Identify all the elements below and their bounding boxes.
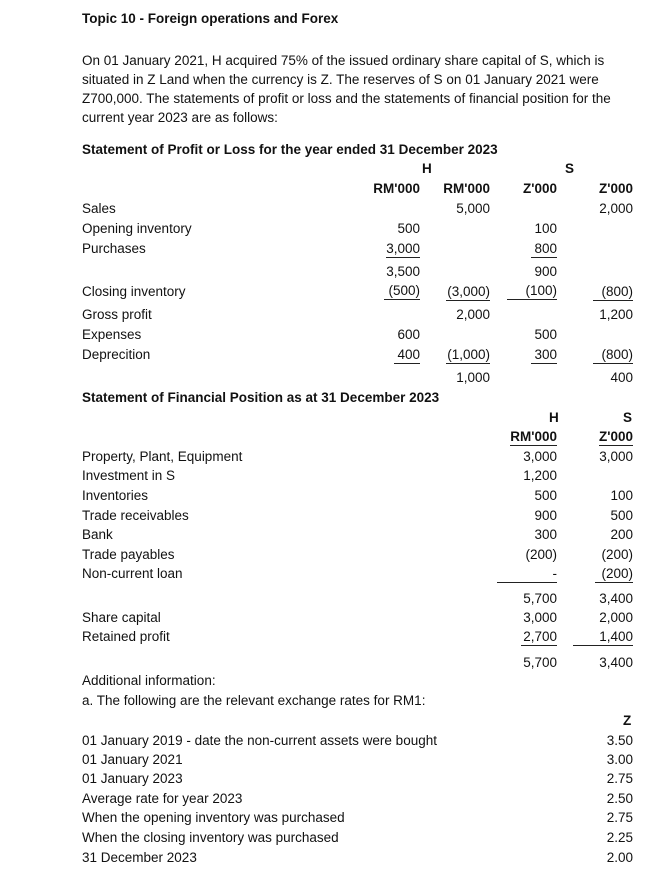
pl-purchases-c1: 3,000 [386, 241, 420, 256]
sfp-row-s: 500 [610, 508, 633, 523]
sfp-row-s: (200) [601, 547, 633, 562]
sfp-row-h: 900 [534, 508, 557, 523]
pl-expenses-c1: 600 [397, 327, 420, 342]
intro-paragraph: On 01 January 2021, H acquired 75% of the issued ordinary share capital of S, which is situated in Z Land when the currency is Z. The reserves of S on 01 January 2021 were Z700,000. The statements of profit or loss and the statements of financial position for the current year 2023 are as follows: [82, 53, 611, 125]
sfp-total-s: 3,400 [599, 591, 633, 606]
sfp-col-s: S [623, 410, 633, 425]
pl-depreciation-c4: (800) [593, 347, 633, 364]
sfp-row-s: 3,000 [599, 449, 633, 464]
rate-label: 01 January 2019 - date the non-current assets were bought [82, 733, 437, 748]
rate-value: 2.25 [606, 830, 633, 845]
pl-sales-c4: 2,000 [599, 201, 633, 216]
pl-opening-c3: 100 [534, 221, 557, 236]
pl-sales-label: Sales [82, 201, 116, 216]
sfp-row-label: Property, Plant, Equipment [82, 449, 243, 464]
pl-depreciation-c3: 300 [531, 347, 557, 364]
pl-closing-c1: (500) [384, 283, 420, 300]
sfp-row-label: Trade receivables [82, 508, 189, 523]
sfp-total2-h: 5,700 [523, 655, 557, 670]
pl-sub-c1: 3,500 [386, 264, 420, 279]
sfp-row-label: Trade payables [82, 547, 175, 562]
sfp-row-h: (200) [525, 547, 557, 562]
sfp-row-label: Non-current loan [82, 566, 183, 581]
pl-depreciation-label: Deprecition [82, 347, 151, 362]
pl-unit-1: RM'000 [373, 181, 420, 196]
pl-unit-3: Z'000 [523, 181, 557, 196]
pl-expenses-c3: 500 [534, 327, 557, 342]
rates-col-z: Z [623, 713, 632, 728]
sfp-total-h: 5,700 [523, 591, 557, 606]
sfp-total2-s: 3,400 [599, 655, 633, 670]
rate-value: 2.50 [606, 791, 633, 806]
sfp-row-h: 500 [534, 488, 557, 503]
rate-label: 01 January 2021 [82, 752, 183, 767]
pl-opening-c1: 500 [397, 221, 420, 236]
sfp-row-label: Inventories [82, 488, 149, 503]
sfp-col-h: H [549, 410, 559, 425]
rate-value: 2.75 [606, 810, 633, 825]
pl-depreciation-c2: (1,000) [447, 347, 490, 362]
rate-label: When the closing inventory was purchased [82, 830, 339, 845]
pl-col-h: H [422, 161, 432, 176]
pl-sub-c3: 900 [534, 264, 557, 279]
pl-heading: Statement of Profit or Loss for the year ended 31 December 2023 [82, 142, 498, 157]
pl-gross-c4: 1,200 [599, 307, 633, 322]
sfp-unit-s: Z'000 [599, 429, 633, 444]
pl-closing-c4: (800) [593, 284, 633, 301]
rate-value: 2.00 [606, 850, 633, 865]
pl-sales-c2: 5,000 [456, 201, 490, 216]
pl-opening-label: Opening inventory [82, 221, 192, 236]
pl-purchases-label: Purchases [82, 241, 146, 256]
additional-item-a: a. The following are the relevant exchange rates for RM1: [82, 693, 426, 708]
sfp-retained-h: 2,700 [521, 629, 557, 646]
sfp-heading: Statement of Financial Position as at 31 December 2023 [82, 390, 440, 405]
pl-unit-4: Z'000 [599, 181, 633, 196]
sfp-row-label: Investment in S [82, 468, 176, 483]
sfp-row-label: Bank [82, 527, 113, 542]
rate-label: When the opening inventory was purchased [82, 810, 345, 825]
pl-closing-label: Closing inventory [82, 284, 186, 299]
pl-unit-2: RM'000 [443, 181, 490, 196]
sfp-row-s: (200) [595, 566, 633, 583]
sfp-retained-s: 1,400 [573, 629, 633, 646]
sfp-row-h: - [497, 566, 557, 583]
rate-label: 01 January 2023 [82, 771, 183, 786]
pl-depreciation-c1: 400 [394, 347, 420, 364]
rate-label: Average rate for year 2023 [82, 791, 243, 806]
rate-value: 3.50 [606, 733, 633, 748]
rate-value: 2.75 [606, 771, 633, 786]
sfp-share-capital-h: 3,000 [523, 610, 557, 625]
sfp-row-h: 300 [534, 527, 557, 542]
pl-gross-label: Gross profit [82, 307, 152, 322]
pl-gross-c2: 2,000 [456, 307, 490, 322]
sfp-share-capital-label: Share capital [82, 610, 161, 625]
sfp-retained-label: Retained profit [82, 629, 170, 644]
pl-net-c4: 400 [610, 370, 633, 385]
rate-value: 3.00 [606, 752, 633, 767]
sfp-row-s: 100 [610, 488, 633, 503]
pl-expenses-label: Expenses [82, 327, 142, 342]
sfp-row-h: 3,000 [523, 449, 557, 464]
sfp-row-s: 200 [610, 527, 633, 542]
page-title: Topic 10 - Foreign operations and Forex [82, 11, 339, 26]
pl-purchases-c3: 800 [531, 241, 557, 258]
sfp-row-h: 1,200 [523, 468, 557, 483]
sfp-unit-h: RM'000 [510, 429, 557, 444]
additional-heading: Additional information: [82, 673, 216, 688]
pl-net-c2: 1,000 [456, 370, 490, 385]
sfp-share-capital-s: 2,000 [599, 610, 633, 625]
pl-closing-c2: (3,000) [447, 284, 490, 299]
rate-label: 31 December 2023 [82, 850, 197, 865]
pl-closing-c3: (100) [507, 283, 557, 300]
pl-col-s: S [565, 161, 575, 176]
